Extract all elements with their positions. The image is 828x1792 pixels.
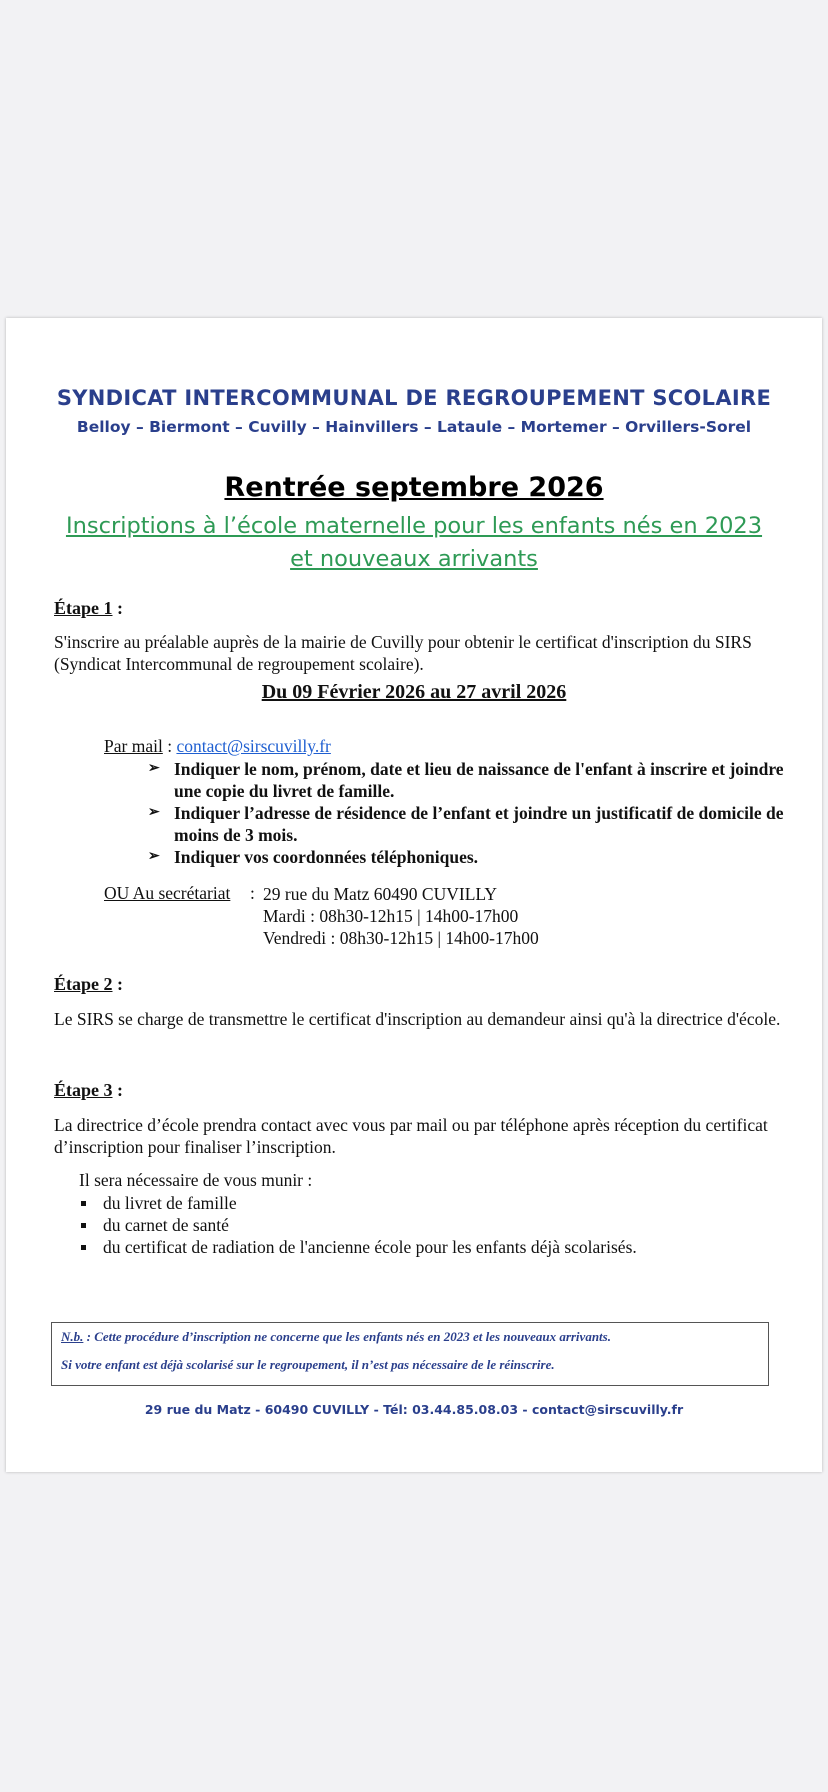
page-subtitle xyxy=(46,510,782,576)
footer-contact: 29 rue du Matz - 60490 CUVILLY - Tél: 03.44.85.08.03 - contact@sirscuvilly.fr xyxy=(144,1402,684,1417)
hours-friday: Vendredi : 08h30-12h15 | 14h00-17h00 xyxy=(263,928,539,948)
step3-heading xyxy=(54,1080,123,1101)
step3-colon: : xyxy=(112,1080,123,1100)
secretariat-details xyxy=(263,883,539,949)
secretariat-label: OU Au secrétariat xyxy=(104,883,231,903)
step1-colon: : xyxy=(112,598,123,618)
step1-heading xyxy=(54,598,123,619)
square-bullet-icon xyxy=(81,1223,86,1228)
subtitle-line-2: et nouveaux arrivants xyxy=(290,546,538,572)
step1-title: Étape 1 xyxy=(54,598,113,618)
arrowhead-bullet-icon: ➢ xyxy=(148,849,160,864)
registration-dates: Du 09 Février 2026 au 27 avril 2026 xyxy=(261,681,567,703)
document-page xyxy=(6,318,822,1472)
square-bullet-icon xyxy=(81,1201,86,1206)
list-item xyxy=(144,846,784,868)
list-item xyxy=(79,1236,637,1258)
mail-contact xyxy=(104,736,331,757)
secretariat-colon: : xyxy=(250,883,255,903)
nb-label: N.b. xyxy=(61,1329,84,1344)
secretariat-address: 29 rue du Matz 60490 CUVILLY xyxy=(263,884,497,904)
required-documents-list xyxy=(79,1192,637,1258)
note-line-2: Si votre enfant est déjà scolarisé sur le regroupement, il n’est pas nécessaire de le réinscrire. xyxy=(61,1357,555,1372)
member-towns: Belloy – Biermont – Cuvilly – Hainvillers – Lataule – Mortemer – Orvillers-Sorel xyxy=(76,418,752,436)
instruction-text: Indiquer vos coordonnées téléphoniques. xyxy=(174,847,479,867)
note-box xyxy=(51,1322,769,1386)
step3-text: La directrice d’école prendra contact avec vous par mail ou par téléphone après réception du certificat d’inscription pour finaliser l’inscription. xyxy=(54,1115,768,1157)
list-item xyxy=(79,1214,637,1236)
subtitle-line-1: Inscriptions à l’école maternelle pour les enfants nés en 2023 xyxy=(65,513,763,539)
step3-title: Étape 3 xyxy=(54,1080,113,1100)
document-text: du certificat de radiation de l'ancienne école pour les enfants déjà scolarisés. xyxy=(103,1237,637,1257)
list-item xyxy=(79,1192,637,1214)
step2-text: Le SIRS se charge de transmettre le certificat d'inscription au demandeur ainsi qu'à la directrice d'école. xyxy=(54,1009,781,1029)
organization-name: SYNDICAT INTERCOMMUNAL DE REGROUPEMENT SCOLAIRE xyxy=(56,386,772,410)
arrowhead-bullet-icon: ➢ xyxy=(148,805,160,820)
step1-text: S'inscrire au préalable auprès de la mairie de Cuvilly pour obtenir le certificat d'inscription du SIRS (Syndicat Intercommunal de regroupement scolaire). xyxy=(54,632,752,674)
step2-heading xyxy=(54,974,123,995)
page-title: Rentrée septembre 2026 xyxy=(224,472,604,503)
mail-label: Par mail xyxy=(104,736,163,756)
document-text: du carnet de santé xyxy=(103,1215,229,1235)
list-item xyxy=(144,802,784,846)
mail-separator: : xyxy=(162,736,177,756)
note-line-1 xyxy=(52,1323,768,1351)
square-bullet-icon xyxy=(81,1245,86,1250)
email-link[interactable]: contact@sirscuvilly.fr xyxy=(176,736,331,756)
hours-tuesday: Mardi : 08h30-12h15 | 14h00-17h00 xyxy=(263,906,519,926)
step2-colon: : xyxy=(112,974,123,994)
mail-instructions-list xyxy=(144,758,784,868)
step2-title: Étape 2 xyxy=(54,974,113,994)
list-item xyxy=(144,758,784,802)
instruction-text: Indiquer le nom, prénom, date et lieu de naissance de l'enfant à inscrire et joindre une copie du livret de famille. xyxy=(174,759,784,801)
document-text: du livret de famille xyxy=(103,1193,237,1213)
arrowhead-bullet-icon: ➢ xyxy=(148,761,160,776)
note-text-1: : Cette procédure d’inscription ne concerne que les enfants nés en 2023 et les nouveaux arrivants. xyxy=(83,1329,611,1344)
instruction-text: Indiquer l’adresse de résidence de l’enfant et joindre un justificatif de domicile de moins de 3 mois. xyxy=(174,803,784,845)
required-documents-label: Il sera nécessaire de vous munir : xyxy=(79,1170,313,1190)
